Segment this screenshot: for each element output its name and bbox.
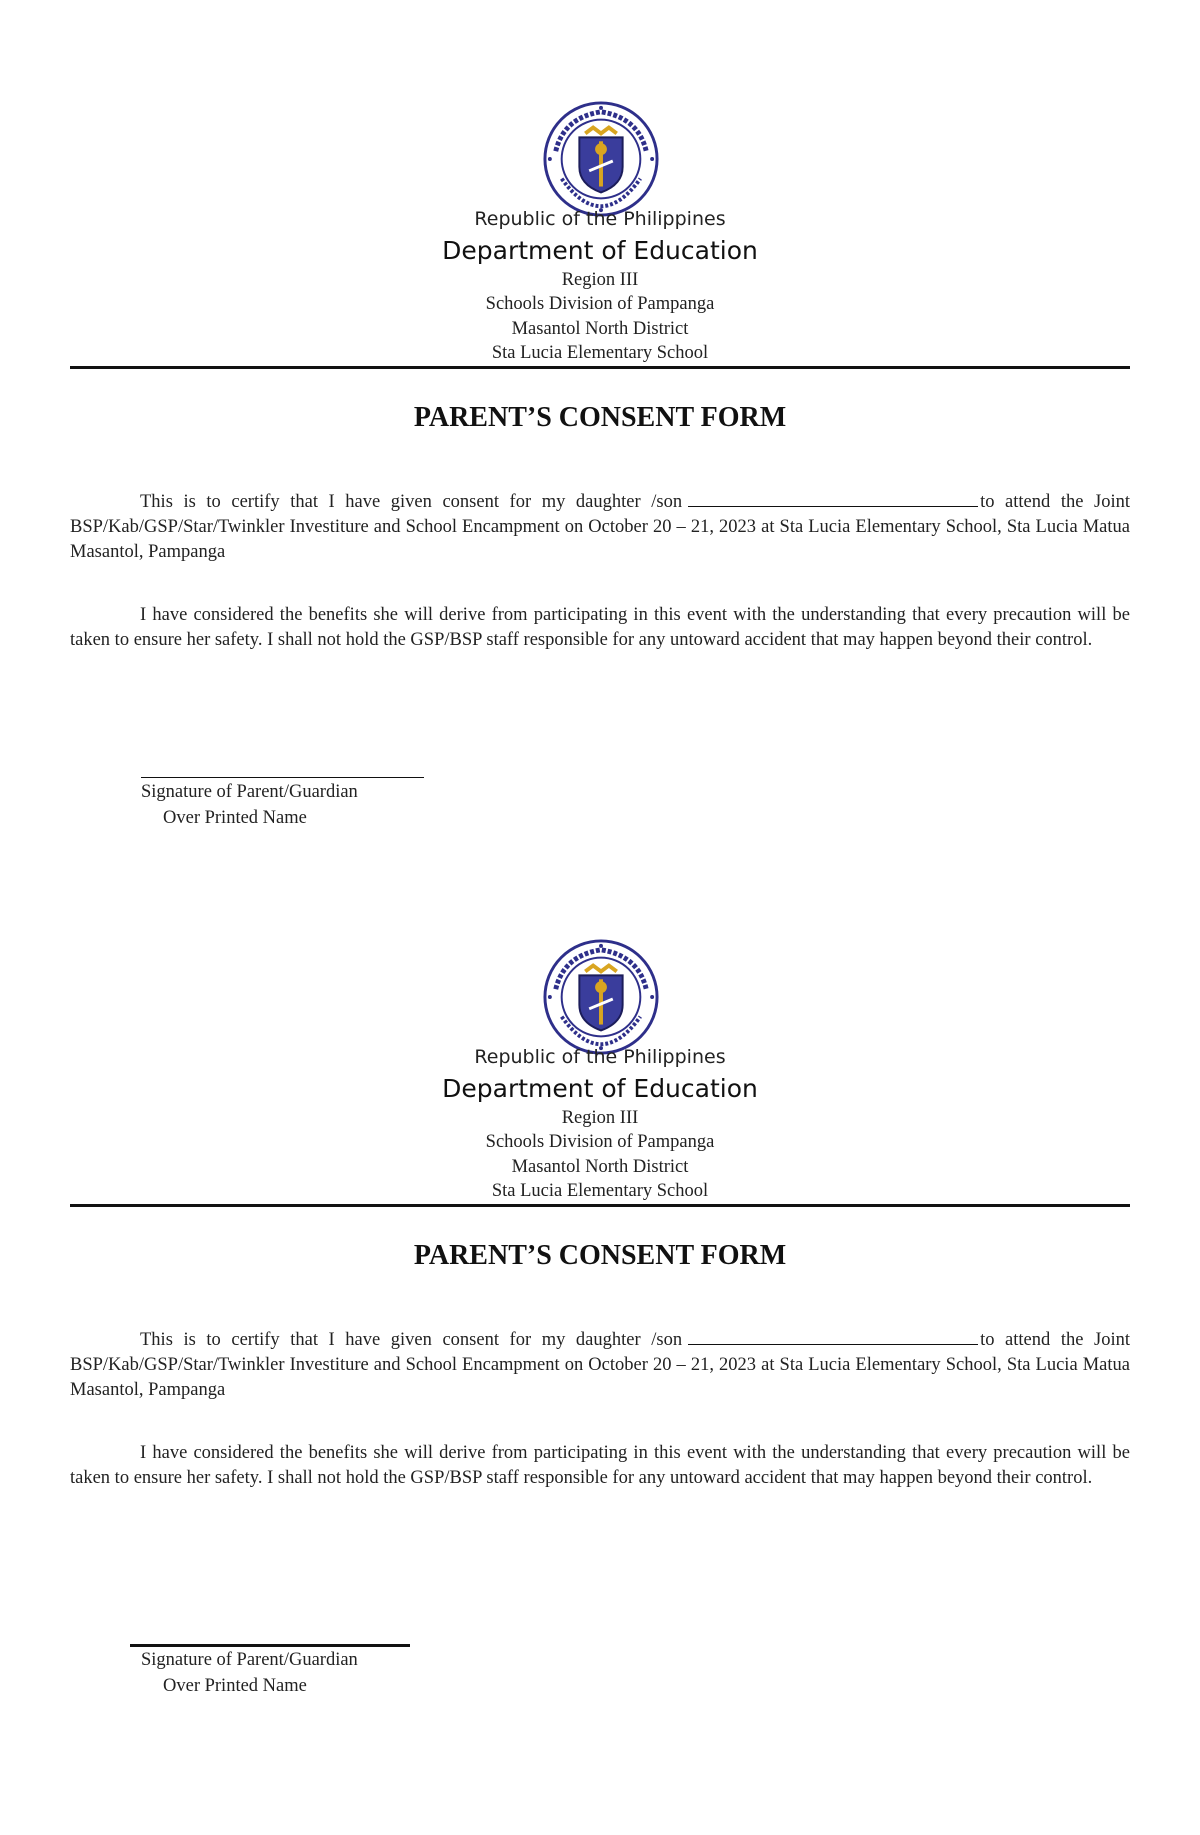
responsibility-text: I have considered the benefits she will derive from participating in this event with the understanding that every precaution will be taken to ensure her safety. I shall not hold the GSP/BSP staff responsible for any untoward accident that may happen beyond their control. [70, 1443, 1130, 1488]
signature-line[interactable] [141, 777, 424, 778]
consent-form-1 [0, 0, 1200, 840]
consent-text-start: This is to certify that I have given consent for my daughter /son [140, 492, 683, 512]
responsibility-paragraph [70, 1441, 1130, 1491]
header-divider [70, 1204, 1130, 1207]
republic-label: Republic of the Philippines [474, 1046, 726, 1068]
responsibility-paragraph [70, 603, 1130, 653]
header-divider [70, 366, 1130, 369]
consent-paragraph [70, 1328, 1130, 1403]
child-name-blank[interactable] [688, 1328, 978, 1345]
school-label: Sta Lucia Elementary School [491, 1181, 709, 1201]
form-title: PARENT’S CONSENT FORM [413, 1240, 787, 1271]
deped-seal-icon [542, 938, 660, 1056]
district-label: Masantol North District [511, 319, 689, 339]
responsibility-text: I have considered the benefits she will derive from participating in this event with the understanding that every precaution will be taken to ensure her safety. I shall not hold the GSP/BSP staff responsible for any untoward accident that may happen beyond their control. [70, 605, 1130, 650]
school-label: Sta Lucia Elementary School [491, 343, 709, 363]
republic-label: Republic of the Philippines [474, 208, 726, 230]
signature-label: Signature of Parent/Guardian [141, 782, 358, 802]
deped-seal-icon [542, 100, 660, 218]
form-title: PARENT’S CONSENT FORM [413, 402, 787, 433]
department-name: Department of Education [442, 236, 758, 265]
consent-text-end: to attend the Joint BSP/Kab/GSP/Star/Twinkler Investiture and School Encampment on October 20 – 21, 2023 at Sta Lucia Elementary School, Sta Lucia Matua Masantol, Pampanga [70, 492, 1130, 562]
consent-text-start: This is to certify that I have given consent for my daughter /son [140, 1330, 683, 1350]
region-label: Region III [561, 270, 639, 290]
consent-paragraph [70, 490, 1130, 565]
printed-name-label: Over Printed Name [163, 808, 307, 828]
consent-text-end: to attend the Joint BSP/Kab/GSP/Star/Twinkler Investiture and School Encampment on October 20 – 21, 2023 at Sta Lucia Elementary School, Sta Lucia Matua Masantol, Pampanga [70, 1330, 1130, 1400]
printed-name-label: Over Printed Name [163, 1676, 307, 1696]
district-label: Masantol North District [511, 1157, 689, 1177]
department-name: Department of Education [442, 1074, 758, 1103]
signature-label: Signature of Parent/Guardian [141, 1650, 358, 1670]
signature-line[interactable] [130, 1644, 410, 1647]
division-label: Schools Division of Pampanga [485, 294, 715, 314]
region-label: Region III [561, 1108, 639, 1128]
consent-form-2 [0, 838, 1200, 1696]
division-label: Schools Division of Pampanga [485, 1132, 715, 1152]
child-name-blank[interactable] [688, 490, 978, 507]
